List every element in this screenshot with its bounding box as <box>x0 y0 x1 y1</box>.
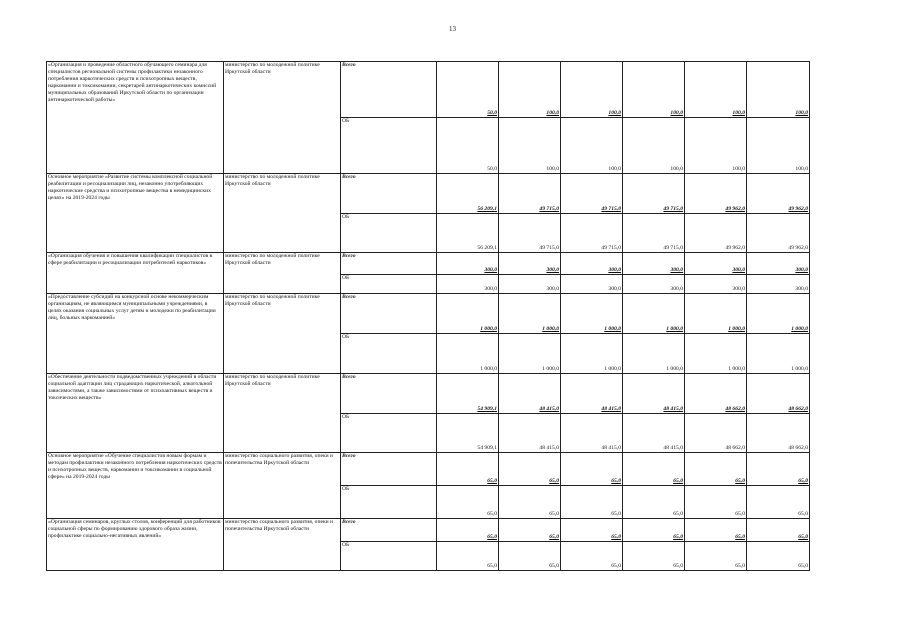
funding-source-ob: ОБ <box>341 118 437 174</box>
total-amount-cell: 300,0 <box>437 253 499 275</box>
ob-amount-cell: 65,0 <box>561 542 623 571</box>
activity-name: «Организация семинаров, круглых столов, конференций для работников социальной сферы по формированию здорового образа жизни, профилактике социально-негативных явлений» <box>47 519 224 571</box>
ob-amount-cell: 54 909,1 <box>437 414 499 453</box>
table-row <box>47 174 810 214</box>
ob-amount-cell: 49 715,0 <box>623 214 685 253</box>
ob-amount-cell: 49 715,0 <box>499 214 561 253</box>
activity-name: «Предоставление субсидий на конкурсной основе некоммерческим организациям, не являющимся муниципальными учреждениями, в целях оказания социальных услуг детям и молодежи по реабилитации лиц, больных наркоманией» <box>47 294 224 374</box>
activity-name: Основное мероприятие «Развитие системы комплексной социальной реабилитации и ресоциализации лиц, незаконно употребляющих наркотические средства и психотропные вещества в немедицинских целях» на 2019-2024 годы <box>47 174 224 253</box>
total-amount-cell: 65,0 <box>623 453 685 486</box>
funding-source-ob: ОБ <box>341 542 437 571</box>
ob-amount-cell: 65,0 <box>437 486 499 519</box>
table-row <box>47 374 810 414</box>
total-amount-cell: 65,0 <box>685 519 747 542</box>
ob-amount-cell: 50,0 <box>437 118 499 174</box>
responsible-executor: министерство по молодежной политике Иркутской области <box>224 253 341 294</box>
total-amount-cell: 65,0 <box>437 519 499 542</box>
total-amount-cell: 100,0 <box>561 62 623 118</box>
total-amount-cell: 65,0 <box>437 453 499 486</box>
ob-amount-cell: 48 662,0 <box>685 414 747 453</box>
budget-table <box>46 61 810 571</box>
ob-amount-cell: 49 962,0 <box>747 214 810 253</box>
total-amount-cell: 300,0 <box>747 253 810 275</box>
table-body <box>47 62 810 571</box>
activity-name: Основное мероприятие «Обучение специалистов новым формам и методам профилактики незаконного потребления наркотических средств и психотропных веществ, наркомании и токсикомании в социальной сфере» на 2019-2024 годы <box>47 453 224 519</box>
responsible-executor: министерство по молодежной политике Иркутской области <box>224 174 341 253</box>
ob-amount-cell: 65,0 <box>561 486 623 519</box>
funding-source-ob: ОБ <box>341 275 437 294</box>
ob-amount-cell: 65,0 <box>747 542 810 571</box>
table-row <box>47 294 810 334</box>
total-amount-cell: 100,0 <box>499 62 561 118</box>
funding-source-total: Всего <box>341 174 437 214</box>
total-amount-cell: 49 715,0 <box>623 174 685 214</box>
activity-name: «Обеспечение деятельности подведомственных учреждений в области социальной адаптации лиц страдающих наркотической, алкогольной зависимостями, а также зависимостями от психоактивных веществ и токсических веществ» <box>47 374 224 453</box>
funding-source-ob: ОБ <box>341 414 437 453</box>
total-amount-cell: 65,0 <box>685 453 747 486</box>
total-amount-cell: 1 000,0 <box>685 294 747 334</box>
total-amount-cell: 1 000,0 <box>747 294 810 334</box>
ob-amount-cell: 65,0 <box>685 486 747 519</box>
ob-amount-cell: 100,0 <box>561 118 623 174</box>
total-amount-cell: 65,0 <box>747 519 810 542</box>
ob-amount-cell: 48 415,0 <box>499 414 561 453</box>
ob-amount-cell: 300,0 <box>685 275 747 294</box>
total-amount-cell: 300,0 <box>561 253 623 275</box>
ob-amount-cell: 65,0 <box>623 486 685 519</box>
ob-amount-cell: 49 715,0 <box>561 214 623 253</box>
ob-amount-cell: 1 000,0 <box>685 334 747 374</box>
funding-source-total: Всего <box>341 374 437 414</box>
ob-amount-cell: 65,0 <box>747 486 810 519</box>
total-amount-cell: 49 715,0 <box>561 174 623 214</box>
total-amount-cell: 100,0 <box>747 62 810 118</box>
responsible-executor: министерство по молодежной политике Иркутской области <box>224 62 341 174</box>
total-amount-cell: 48 662,0 <box>747 374 810 414</box>
ob-amount-cell: 65,0 <box>623 542 685 571</box>
ob-amount-cell: 1 000,0 <box>499 334 561 374</box>
ob-amount-cell: 100,0 <box>499 118 561 174</box>
ob-amount-cell: 300,0 <box>747 275 810 294</box>
table-row <box>47 62 810 118</box>
total-amount-cell: 56 209,1 <box>437 174 499 214</box>
ob-amount-cell: 1 000,0 <box>623 334 685 374</box>
responsible-executor: министерство социального развития, опеки и попечительства Иркутской области <box>224 453 341 519</box>
total-amount-cell: 1 000,0 <box>437 294 499 334</box>
total-amount-cell: 300,0 <box>623 253 685 275</box>
total-amount-cell: 300,0 <box>685 253 747 275</box>
total-amount-cell: 49 715,0 <box>499 174 561 214</box>
total-amount-cell: 50,0 <box>437 62 499 118</box>
page-number: 13 <box>449 25 456 33</box>
total-amount-cell: 48 415,0 <box>499 374 561 414</box>
table-row <box>47 453 810 486</box>
total-amount-cell: 54 909,1 <box>437 374 499 414</box>
ob-amount-cell: 300,0 <box>499 275 561 294</box>
total-amount-cell: 65,0 <box>623 519 685 542</box>
ob-amount-cell: 100,0 <box>685 118 747 174</box>
responsible-executor: министерство по молодежной политике Иркутской области <box>224 374 341 453</box>
ob-amount-cell: 1 000,0 <box>747 334 810 374</box>
total-amount-cell: 65,0 <box>561 453 623 486</box>
ob-amount-cell: 48 415,0 <box>623 414 685 453</box>
funding-source-total: Всего <box>341 62 437 118</box>
total-amount-cell: 1 000,0 <box>623 294 685 334</box>
responsible-executor: министерство социального развития, опеки и попечительства Иркутской области <box>224 519 341 571</box>
ob-amount-cell: 300,0 <box>561 275 623 294</box>
ob-amount-cell: 300,0 <box>623 275 685 294</box>
total-amount-cell: 100,0 <box>623 62 685 118</box>
ob-amount-cell: 65,0 <box>499 486 561 519</box>
total-amount-cell: 48 415,0 <box>623 374 685 414</box>
total-amount-cell: 65,0 <box>499 453 561 486</box>
table-row <box>47 253 810 275</box>
ob-amount-cell: 48 662,0 <box>747 414 810 453</box>
ob-amount-cell: 49 962,0 <box>685 214 747 253</box>
total-amount-cell: 1 000,0 <box>561 294 623 334</box>
table-row <box>47 519 810 542</box>
total-amount-cell: 1 000,0 <box>499 294 561 334</box>
funding-source-total: Всего <box>341 453 437 486</box>
ob-amount-cell: 100,0 <box>747 118 810 174</box>
total-amount-cell: 48 662,0 <box>685 374 747 414</box>
ob-amount-cell: 1 000,0 <box>437 334 499 374</box>
ob-amount-cell: 1 000,0 <box>561 334 623 374</box>
funding-source-total: Всего <box>341 519 437 542</box>
funding-source-total: Всего <box>341 294 437 334</box>
funding-source-ob: ОБ <box>341 486 437 519</box>
total-amount-cell: 65,0 <box>561 519 623 542</box>
activity-name: «Организация обучения и повышения квалификации специалистов в сфере реабилитации и ресоциализации потребителей наркотиков» <box>47 253 224 294</box>
total-amount-cell: 65,0 <box>747 453 810 486</box>
ob-amount-cell: 48 415,0 <box>561 414 623 453</box>
ob-amount-cell: 300,0 <box>437 275 499 294</box>
ob-amount-cell: 65,0 <box>685 542 747 571</box>
total-amount-cell: 300,0 <box>499 253 561 275</box>
funding-source-ob: ОБ <box>341 214 437 253</box>
funding-source-ob: ОБ <box>341 334 437 374</box>
total-amount-cell: 48 415,0 <box>561 374 623 414</box>
total-amount-cell: 49 962,0 <box>747 174 810 214</box>
total-amount-cell: 65,0 <box>499 519 561 542</box>
total-amount-cell: 100,0 <box>685 62 747 118</box>
total-amount-cell: 49 962,0 <box>685 174 747 214</box>
funding-source-total: Всего <box>341 253 437 275</box>
activity-name: «Организация и проведение областного обучающего семинара для специалистов региональной системы профилактики незаконного потребления наркотических средств и психотропных веществ, наркомании и токсикомании, секретарей антинаркотических комиссий муниципальных образований Иркутской области по организации антинаркотической работы» <box>47 62 224 174</box>
ob-amount-cell: 100,0 <box>623 118 685 174</box>
ob-amount-cell: 56 209,1 <box>437 214 499 253</box>
ob-amount-cell: 65,0 <box>499 542 561 571</box>
ob-amount-cell: 65,0 <box>437 542 499 571</box>
responsible-executor: министерство по молодежной политике Иркутской области <box>224 294 341 374</box>
